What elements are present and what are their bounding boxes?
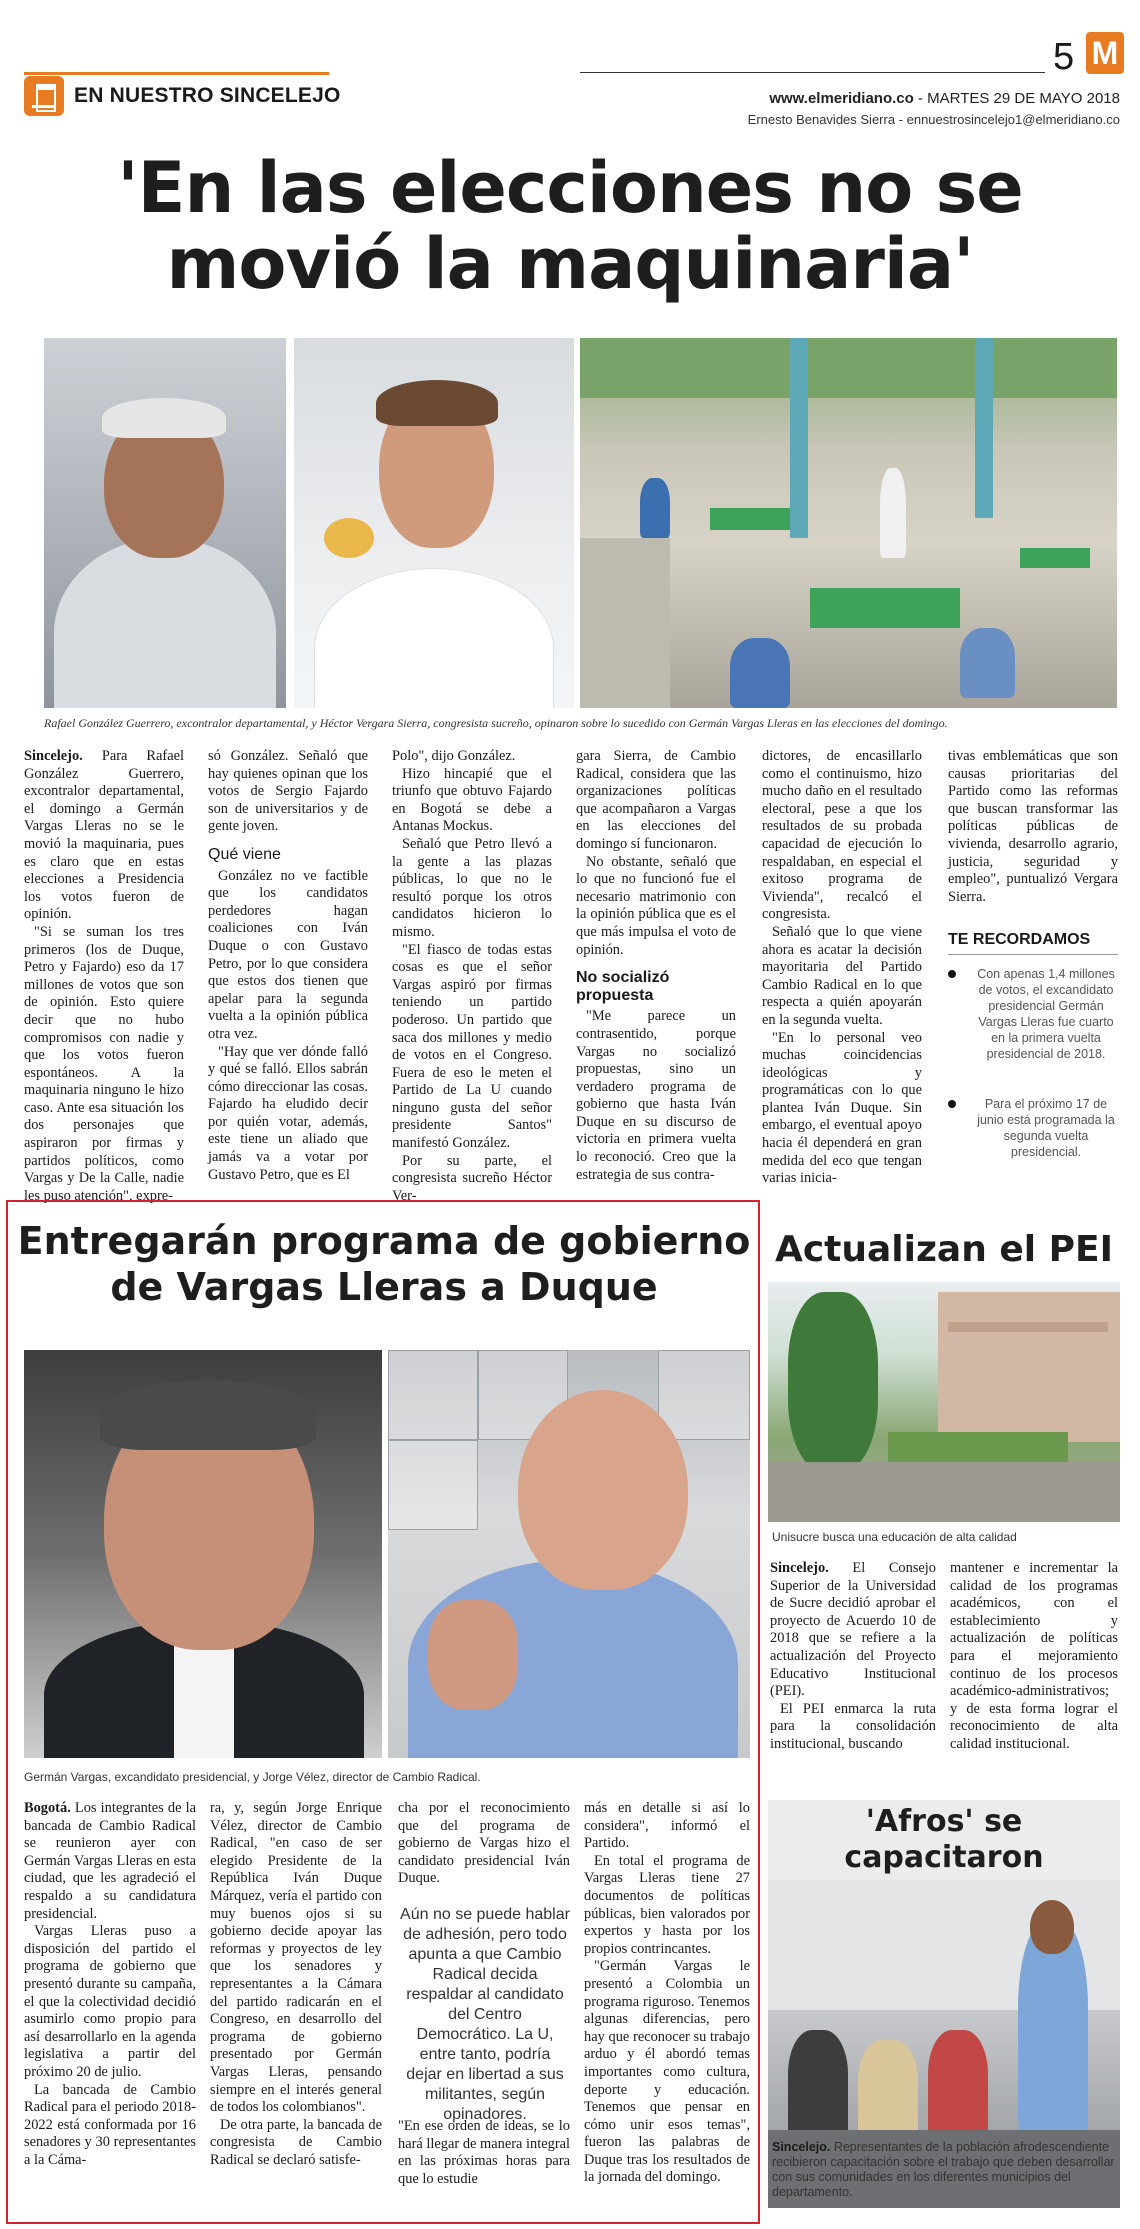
photo-unisucre-campus	[768, 1282, 1120, 1522]
paragraph: Señaló que lo que viene ahora es acatar la decisión mayoritaria del Partido Cambio Radical en lo que respecta a quién apoyarán en la segunda vuelta.	[762, 923, 922, 1028]
shirt	[314, 568, 554, 708]
shirt	[54, 538, 276, 708]
table	[1020, 548, 1090, 568]
te-recordamos-text: Para el próximo 17 de junio está programada la segunda vuelta presidencial.	[977, 1097, 1115, 1159]
walkway	[768, 1462, 1120, 1522]
pillar	[790, 338, 808, 538]
palm-tree	[788, 1292, 878, 1472]
paragraph: "Si se suman los tres primeros (los de Duque, Petro y Fajardo) eso da 17 millones de votos que son de opinión. Esto quiere decir que no hubo compromisos con nadie y que los votos fueron espontáneos. A la maquinaria ninguno le hizo caso. Ante esa situación los dos personajes que aspiraron por firmas y partidos políticos, como Vargas y De la Calle, nadie les puso atención", expre-	[24, 923, 184, 1204]
hair	[102, 398, 226, 438]
caption-text: Representantes de la población afrodescendiente recibieron capacitación sobre el trabajo que deben desarrollar con sus comunidades en los diferentes municipios del departamento.	[772, 2140, 1115, 2199]
paragraph	[24, 748, 184, 924]
vargas-headline-line: Entregarán programa de gobierno	[17, 1219, 751, 1263]
paragraph	[770, 1560, 936, 1701]
te-recordamos-rule	[948, 954, 1118, 955]
te-recordamos-item	[948, 1096, 1118, 1160]
paragraph: En total el programa de Vargas Lleras tiene 27 documentos de políticas públicas, bien valorados por expertos y hasta por los propios contrincantes.	[584, 1852, 750, 1957]
vargas-col-2	[210, 1800, 382, 2169]
vargas-col-4	[584, 1800, 750, 2187]
main-photo-caption: Rafael González Guerrero, excontralor departamental, y Héctor Vergara Sierra, congresista sucreño, opinaron sobre lo sucedido con Germán Vargas Lleras en las elecciones del domingo.	[44, 716, 948, 730]
pillar	[975, 338, 993, 518]
paragraph: De otra parte, la bancada de congresista de Cambio Radical se declaró satisfe-	[210, 2116, 382, 2168]
table	[810, 588, 960, 628]
paragraph: Señaló que Petro llevó a la gente a las plazas públicas, lo que no le resultó porque los otros candidatos hicieron lo mismo.	[392, 835, 552, 940]
pei-headline: Actualizan el PEI	[774, 1229, 1114, 1270]
site-url: www.elmeridiano.co	[769, 90, 914, 107]
photo-hector-vergara	[294, 338, 574, 708]
paragraph: "Me parece un contrasentido, porque Vargas no socializó propuestas, sino un verdadero programa de gobierno que hasta Iván Duque en su discurso de victoria en primera vuelta lo reconoció. Creo que la estrategia de sus contra-	[576, 1008, 736, 1183]
dateline-lead: Bogotá.	[24, 1800, 71, 1816]
subhead: Qué viene	[208, 845, 281, 863]
paragraph-text: Para Rafael González Guerrero, excontralor departamental, el domingo a Germán Vargas Lleras no se le movió la maquinaria, pues es claro que en estas elecciones a Presidencia los votos fueron de opinión.	[24, 748, 184, 923]
person	[960, 628, 1015, 698]
main-headline-line: movió la maquinaria'	[166, 223, 974, 305]
pull-quote: Aún no se puede hablar de adhesión, pero todo apunta a que Cambio Radical decida respaldar al candidato del Centro Democrático. La U, entre tanto, podría dejar en libertad a sus militantes, según opinadores.	[400, 1906, 570, 2123]
afros-headline	[768, 1804, 1120, 1876]
paragraph: Hizo hincapié que el triunfo que obtuvo Fajardo en Bogotá se debe a Antanas Mockus.	[392, 765, 552, 835]
photo-german-vargas	[24, 1350, 382, 1758]
paragraph: más en detalle si así lo considera", informó el Partido.	[584, 1800, 750, 1852]
main-headline-line: 'En las elecciones no se	[117, 147, 1023, 229]
dateline	[769, 90, 1120, 107]
paragraph: "En lo personal veo muchas coincidencias ideológicas y programáticas con lo que plantea Iván Duque. Sin embargo, el eventual apoyo hacia él dependerá en gran medida del eco que tengan varias inicia-	[762, 1029, 922, 1187]
main-col-1	[24, 748, 184, 1205]
te-recordamos-text: Con apenas 1,4 millones de votos, el excandidato presidencial Germán Vargas Lleras fue cuarto en la primera vuelta presidencial de 2018.	[977, 967, 1115, 1061]
paragraph-text: Los integrantes de la bancada de Cambio Radical se reunieron ayer con Germán Vargas Lleras en esta ciudad, que les agradeció el respaldo a su candidatura presidencial.	[24, 1800, 196, 1922]
section-rule	[24, 72, 329, 75]
building-stripe	[948, 1322, 1108, 1332]
paragraph: ra, y, según Jorge Enrique Vélez, director de Cambio Radical, "en caso de ser elegido Presidente de la República Iván Duque Márquez, vería el partido con muy buenos ojos si su gobierno decide apoyar las reformas y proyectos de ley que los senadores y representantes a la Cámara del partido radicarán en el Congreso, en desarrollo del programa de gobierno presentado por Germán Vargas Lleras, pensando siempre en el interés general de todos los colombianos".	[210, 1800, 382, 2116]
glass-block	[388, 1440, 478, 1530]
glass-block	[388, 1350, 478, 1440]
shirt-collar	[174, 1640, 234, 1758]
section-label	[24, 76, 341, 116]
paragraph	[24, 1800, 196, 1923]
te-recordamos-title: TE RECORDAMOS	[948, 931, 1091, 948]
hair	[100, 1380, 316, 1450]
main-col-4	[576, 748, 736, 1184]
photo-voting-center	[580, 338, 1117, 708]
vargas-col-3	[398, 1800, 570, 1888]
brand-logo: M	[1086, 32, 1124, 74]
vargas-col-3b	[398, 2118, 570, 2188]
paragraph: "Germán Vargas le presentó a Colombia un programa riguroso. Tenemos algunas diferencias, pero hay que reconocer su trabajo arduo y él abordó temas importantes como cultura, deporte y educación. Tenemos que pensar en cómo unir esos temas", fueron las palabras de Duque tras los resultados de la jornada del domingo.	[584, 1958, 750, 2186]
main-headline	[20, 147, 1120, 305]
paragraph: Polo", dijo González.	[392, 748, 516, 764]
building	[938, 1292, 1120, 1442]
photo-rafael-gonzalez	[44, 338, 286, 708]
person	[640, 478, 670, 538]
person	[730, 638, 790, 708]
subhead: No socializó propuesta	[576, 969, 670, 1004]
pei-photo-caption: Unisucre busca una educación de alta calidad	[772, 1530, 1017, 1544]
main-col-6	[948, 748, 1118, 906]
attendee	[928, 2030, 988, 2140]
paragraph: "En ese orden de ideas, se lo hará llegar de manera integral en las próximas horas para que lo estudie	[398, 2118, 570, 2187]
person	[880, 468, 906, 558]
paragraph: González no ve factible que los candidatos perdedores hagan coaliciones con Iván Duque o con Gustavo Petro, por lo que considera que estos dos tienen que apelar para la segunda vuelta a la opinión pública otra vez.	[208, 867, 368, 1042]
paragraph: só González. Señaló que hay quienes opinan que los votos de Sergio Fajardo son de universitarios y de gente joven.	[208, 748, 368, 835]
afros-headline-line: capacitaron	[844, 1840, 1044, 1875]
speaker-face	[1030, 1900, 1074, 1954]
paragraph: mantener e incrementar la calidad de los programas académicos, con el establecimiento y actualización de políticas para el mejoramiento continuo de los procesos académico-administrativos; y de esta forma lograr el reconocimiento de alta calidad institucional.	[950, 1560, 1118, 1752]
paragraph: La bancada de Cambio Radical para el periodo 2018-2022 está conformada por 16 senadores y 30 representantes a la Cáma-	[24, 2081, 196, 2168]
page-number: 5	[1053, 36, 1075, 78]
attendee	[858, 2040, 918, 2140]
building-icon	[24, 76, 64, 116]
te-recordamos-item	[948, 966, 1118, 1062]
dateline-lead: Sincelejo.	[770, 1560, 829, 1576]
issue-date: - MARTES 29 DE MAYO 2018	[913, 90, 1120, 107]
hedge	[888, 1432, 1068, 1462]
paragraph: dictores, de encasillarlo como el continuismo, hizo mucho daño en el resultado electoral, pese a que los resultados de su probada capacidad de ejecución lo respaldaban, en especial el exitoso programa de Vivienda", recalcó el congresista.	[762, 748, 922, 923]
afros-caption	[772, 2140, 1118, 2200]
hand	[428, 1600, 518, 1710]
face	[518, 1390, 688, 1590]
vargas-headline-line: de Vargas Lleras a Duque	[110, 1265, 658, 1309]
afros-headline-line: 'Afros' se	[865, 1804, 1023, 1839]
trees	[580, 338, 1117, 398]
paragraph-text: El Consejo Superior de la Universidad de Sucre decidió aprobar el proyecto de Acuerdo 10 de 2018 que se refiere a la actualización del Proyecto Educativo Institucional (PEI).	[770, 1560, 936, 1700]
pei-col-2	[950, 1560, 1118, 1754]
paragraph: "El fiasco de todas estas cosas es que el señor Vargas aspiró por firmas teniendo un partido poderoso. Un partido que saca dos millones y medio de votos en el Congreso. Fuera de eso le meten el Partido de La U cuando ninguno gusta del señor presidente Santos" manifestó González.	[392, 941, 552, 1152]
flower-decoration	[324, 518, 374, 558]
paragraph: Vargas Lleras puso a disposición del partido el programa de gobierno que presentó durante su campaña, el que la colectividad decidió asumirlo como propio para así desarrollarlo en la agenda legislativa a partir del próximo 20 de julio.	[24, 1923, 196, 2080]
pei-col-1	[770, 1560, 936, 1754]
paragraph: tivas emblemáticas que son causas prioritarias del Partido como las reformas que buscan transformar las políticas públicas de vivienda, desarrollo agrario, justicia, seguridad y empleo", puntualizó Vergara Sierra.	[948, 748, 1118, 905]
photo-jorge-velez	[388, 1350, 750, 1758]
hair	[376, 380, 498, 426]
paragraph: gara Sierra, de Cambio Radical, considera que las organizaciones políticas que acompañaron a Vargas en las elecciones del domingo sí funcionaron.	[576, 748, 736, 852]
main-col-5	[762, 748, 922, 1188]
voting-booth	[580, 538, 670, 708]
page-header	[0, 0, 1140, 140]
paragraph: Por su parte, el congresista sucreño Héctor Ver-	[392, 1152, 552, 1204]
table	[710, 508, 790, 530]
bullet-icon	[948, 970, 956, 978]
main-col-2	[208, 748, 368, 1184]
dateline-lead: Sincelejo.	[24, 748, 83, 764]
paragraph: cha por el reconocimiento que del programa de gobierno de Vargas hizo el candidato presidencial Iván Duque.	[398, 1800, 570, 1887]
section-title: EN NUESTRO SINCELEJO	[74, 84, 341, 107]
vargas-col-1	[24, 1800, 196, 2169]
bullet-icon	[948, 1100, 956, 1108]
attendee	[788, 2030, 848, 2140]
vargas-headline	[14, 1218, 754, 1310]
vargas-photo-caption: Germán Vargas, excandidato presidencial, y Jorge Vélez, director de Cambio Radical.	[24, 1770, 481, 1784]
paragraph: No obstante, señaló que lo que no funcionó fue el necesario matrimonio con la opinión pública que es el que más impulsa el voto de opinión.	[576, 853, 736, 958]
main-col-3	[392, 748, 552, 1205]
header-rule	[580, 72, 1045, 73]
byline: Ernesto Benavides Sierra - ennuestrosincelejo1@elmeridiano.co	[747, 112, 1120, 127]
paragraph: El PEI enmarca la ruta para la consolidación institucional, buscando	[770, 1700, 936, 1752]
paragraph: "Hay que ver dónde falló y qué se falló. Ellos sabrán cómo direccionar las cosas. Fajardo ha eludido decir por quién votar, además, este tiene un aliado que jamás va a votar por Gustavo Petro, que es El	[208, 1043, 368, 1183]
dateline-lead: Sincelejo.	[772, 2140, 831, 2154]
glass-block	[658, 1350, 750, 1440]
